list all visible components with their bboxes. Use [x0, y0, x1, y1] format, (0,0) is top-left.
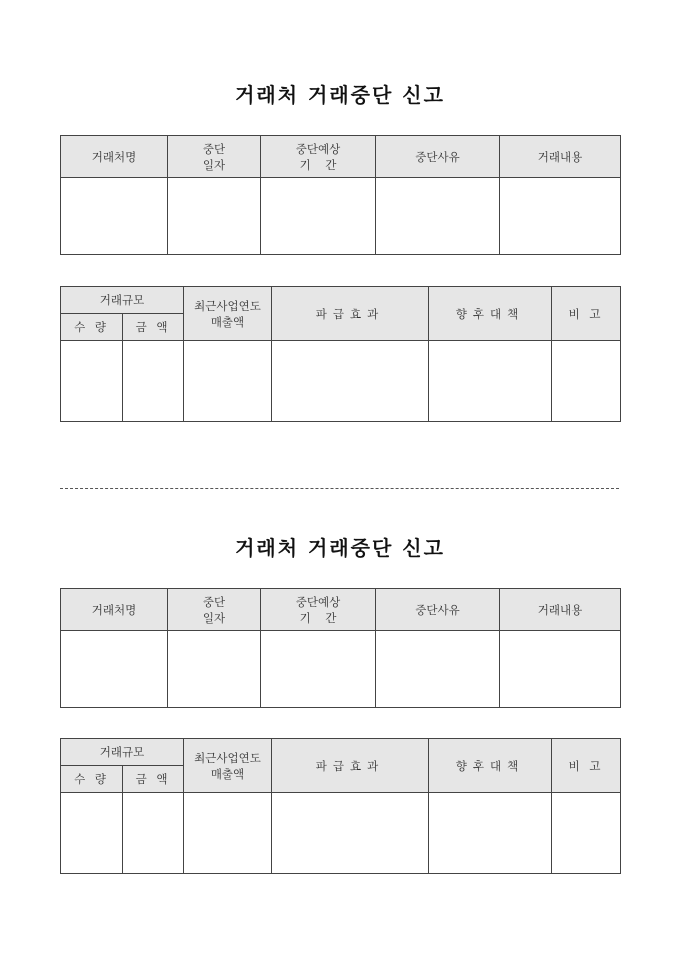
trade-scale-table: [60, 738, 621, 874]
amount-cell[interactable]: [123, 793, 184, 874]
header-countermeasure: 향후대책: [429, 287, 552, 341]
header-stop-date-line2: 일자: [202, 157, 226, 172]
header-expected-period: [261, 136, 376, 178]
header-recent-sales-line2: 매출액: [210, 314, 245, 329]
header-recent-sales-line1: 최근사업연도: [194, 298, 261, 313]
header-stop-date: [168, 136, 261, 178]
header-remarks: 비 고: [552, 287, 621, 341]
client-name-cell[interactable]: [61, 178, 168, 255]
header-stop-date-line1: 중단: [202, 594, 226, 609]
header-quantity: 수 량: [61, 766, 123, 793]
ripple-effect-cell[interactable]: [272, 341, 429, 422]
header-recent-sales-line1: 최근사업연도: [194, 750, 261, 765]
client-info-table: [60, 588, 621, 708]
amount-cell[interactable]: [123, 341, 184, 422]
content-cell[interactable]: [500, 631, 621, 708]
form-title: 거래처 거래중단 신고: [235, 536, 445, 560]
client-info-table: [60, 135, 621, 255]
header-expected-period-line1: 중단예상: [295, 141, 341, 156]
header-expected-period-line2: 기 간: [299, 157, 337, 172]
header-reason: 중단사유: [376, 136, 500, 178]
header-recent-sales: [184, 739, 272, 793]
header-trade-scale: 거래규모: [61, 739, 184, 766]
quantity-cell[interactable]: [61, 793, 123, 874]
form-title: 거래처 거래중단 신고: [235, 83, 445, 107]
header-content: 거래내용: [500, 589, 621, 631]
stop-date-cell[interactable]: [168, 178, 261, 255]
reason-cell[interactable]: [376, 178, 500, 255]
header-ripple-effect: 파급효과: [272, 739, 429, 793]
header-expected-period: [261, 589, 376, 631]
quantity-cell[interactable]: [61, 341, 123, 422]
header-amount: 금 액: [123, 314, 184, 341]
expected-period-cell[interactable]: [261, 178, 376, 255]
expected-period-cell[interactable]: [261, 631, 376, 708]
header-content: 거래내용: [500, 136, 621, 178]
header-client-name: 거래처명: [61, 589, 168, 631]
recent-sales-cell[interactable]: [184, 341, 272, 422]
header-countermeasure: 향후대책: [429, 739, 552, 793]
cut-line-divider: [60, 488, 619, 489]
header-stop-date-line1: 중단: [202, 141, 226, 156]
reason-cell[interactable]: [376, 631, 500, 708]
header-remarks: 비 고: [552, 739, 621, 793]
recent-sales-cell[interactable]: [184, 793, 272, 874]
remarks-cell[interactable]: [552, 341, 621, 422]
header-reason: 중단사유: [376, 589, 500, 631]
header-expected-period-line1: 중단예상: [295, 594, 341, 609]
remarks-cell[interactable]: [552, 793, 621, 874]
header-amount: 금 액: [123, 766, 184, 793]
countermeasure-cell[interactable]: [429, 341, 552, 422]
header-stop-date-line2: 일자: [202, 610, 226, 625]
content-cell[interactable]: [500, 178, 621, 255]
header-expected-period-line2: 기 간: [299, 610, 337, 625]
header-recent-sales-line2: 매출액: [210, 766, 245, 781]
ripple-effect-cell[interactable]: [272, 793, 429, 874]
countermeasure-cell[interactable]: [429, 793, 552, 874]
header-quantity: 수 량: [61, 314, 123, 341]
header-ripple-effect: 파급효과: [272, 287, 429, 341]
header-stop-date: [168, 589, 261, 631]
header-recent-sales: [184, 287, 272, 341]
stop-date-cell[interactable]: [168, 631, 261, 708]
trade-scale-table: [60, 286, 621, 422]
header-trade-scale: 거래규모: [61, 287, 184, 314]
client-name-cell[interactable]: [61, 631, 168, 708]
header-client-name: 거래처명: [61, 136, 168, 178]
